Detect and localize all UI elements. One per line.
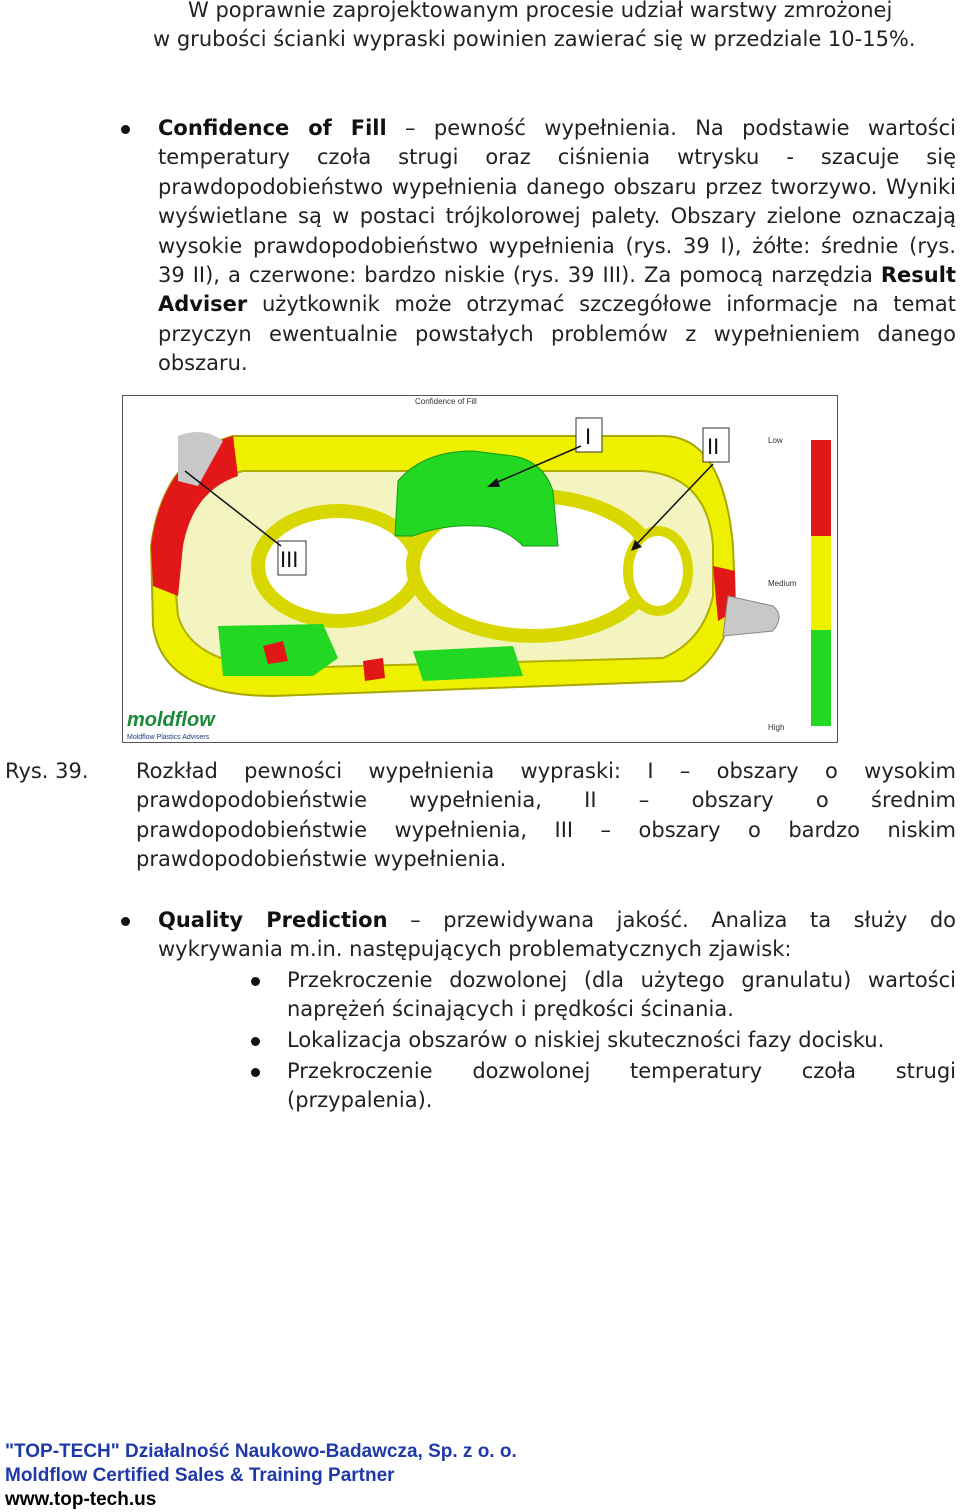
legend-green (811, 630, 831, 726)
quality-item-1: Przekroczenie dozwolonej (dla użytego granulatu) wartości naprężeń ścinających i prędkości ścinania. (287, 968, 956, 1022)
confidence-sep: – (386, 116, 434, 140)
moldflow-logo-sub: Moldflow Plastics Advisers (127, 734, 210, 741)
footer-website[interactable]: www.top-tech.us (5, 1489, 157, 1510)
sub-bullet-3 (251, 1068, 260, 1077)
gray-tab-right (723, 596, 779, 636)
label-3: III (280, 547, 299, 572)
legend-low: Low (768, 436, 783, 445)
quality-text: przewidywana jakość. Analiza ta służy do wykrywania m.in. następujących problematycznych zjawisk: (158, 908, 957, 962)
red-area-bottom-2 (363, 658, 385, 681)
intro-line-1: W poprawnie zaprojektowanym procesie udział warstwy zmrożonej (188, 0, 893, 22)
bullet-confidence (121, 125, 130, 134)
label-1: I (585, 424, 592, 449)
quality-item-3: Przekroczenie dozwolonej temperatury czoła strugi (przypalenia). (287, 1059, 956, 1113)
confidence-paragraph (158, 114, 956, 379)
footer-company: "TOP-TECH" Działalność Naukowo-Badawcza, Sp. z o. o. (5, 1441, 517, 1462)
quality-item-2: Lokalizacja obszarów o niskiej skuteczności fazy docisku. (287, 1028, 885, 1052)
quality-term: Quality Prediction (158, 908, 388, 932)
confidence-text-3: użytkownik może otrzymać szczegółowe informacje na temat przyczyn ewentualnie powstałych problemów z wypełnieniem danego obszaru. (158, 292, 956, 376)
sub-bullet-2 (251, 1037, 260, 1046)
confidence-term: Confidence of Fill (158, 116, 387, 140)
bullet-quality (121, 917, 130, 926)
confidence-text-1: pewność wypełnienia. Na podstawie wartości temperatury czoła strugi oraz ciśnienia wtrysku - szacuje się prawdopodobieństwo wypełnienia danego obszaru przez tworzywo. (158, 116, 956, 199)
legend-red (811, 440, 831, 536)
label-2: II (707, 434, 720, 459)
confidence-of-fill-figure (122, 395, 838, 743)
quality-sep: – (387, 908, 444, 932)
caption-text: Rozkład pewności wypełnienia wypraski: I – obszary o wysokim prawdopodobieństwie wypełnienia, II – obszary o średnim prawdopodobieństwie wypełnienia, III – obszary o bardzo niskim prawdopodobieństwie wypełnienia. (136, 759, 956, 872)
legend-yellow (811, 536, 831, 630)
part-render (123, 396, 837, 742)
footer-partner: Moldflow Certified Sales & Training Partner (5, 1465, 395, 1486)
caption-head: Rys. 39. (5, 759, 89, 783)
green-area-bottom-2 (413, 646, 523, 681)
intro-line-2: w grubości ścianki wypraski powinien zawierać się w przedziale 10-15%. (153, 27, 916, 52)
confidence-text-2: Wyniki wyświetlane są w postaci trójkolorowej palety. Obszary zielone oznaczają wysokie prawdopodobieństwo wypełnienia (rys. 39 I), żółte: średnie (rys. 39 II), a czerwone: bardzo niskie (rys. 39 III). Za pomocą narzędzia (158, 174, 956, 288)
legend-medium: Medium (768, 579, 797, 588)
quality-paragraph (158, 906, 956, 965)
sub-bullet-1 (251, 977, 260, 986)
result-adviser-term: Result Adviser (158, 263, 956, 317)
figure-title: Confidence of Fill (415, 397, 477, 406)
legend-high: High (768, 723, 785, 732)
moldflow-logo: moldflow (127, 709, 215, 731)
